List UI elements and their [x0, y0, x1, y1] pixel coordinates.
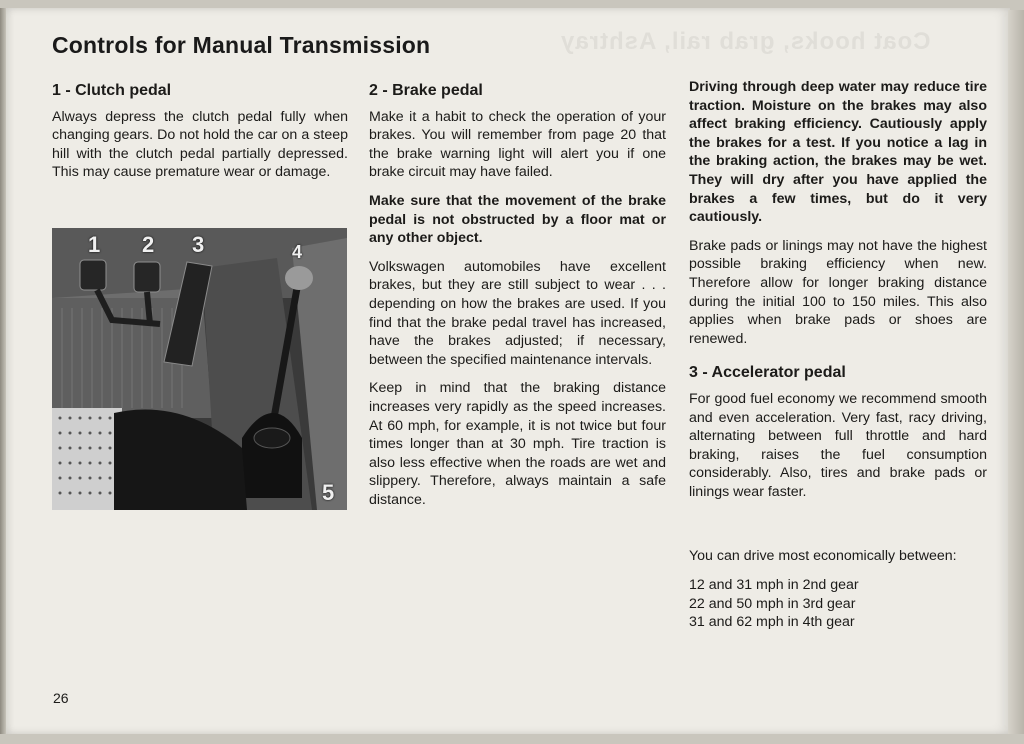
photo-label-5: 5: [322, 480, 335, 505]
gear-speed-list: [689, 576, 987, 632]
clutch-heading: 1 - Clutch pedal: [52, 82, 172, 99]
accelerator-text: For good fuel economy we recommend smooth and even acceleration. Very fast, racy driving, alternating between full throttle and hard braking, raises the fuel consumption considerably. Also, tires and brake pads or linings wear faster.: [689, 390, 987, 500]
accelerator-heading: 3 - Accelerator pedal: [689, 364, 846, 382]
right-column: [689, 78, 987, 632]
brake-paragraph-3: Volkswagen automobiles have excellent brakes, but they are still subject to wear . . . depending on how the brakes are used. If you find that the brake pedal travel has increased, have the brakes adjusted; if necessary, between the specified maintenance intervals.: [369, 258, 666, 368]
deep-water-warning: Driving through deep water may reduce tire traction. Moisture on the brakes may also affect braking efficiency. Cautiously apply the brakes for a test. If you notice a lag in the braking action, the brakes may be wet. They will dry after you have applied the brakes a few times, but do it very cautiously.: [689, 79, 987, 226]
page-title: Controls for Manual Transmission: [52, 32, 431, 58]
pedals-illustration: [52, 228, 347, 510]
page-number: 26: [53, 690, 69, 706]
facing-page-edge: [1008, 10, 1024, 734]
brake-pads-note: Brake pads or linings may not have the highest possible braking efficiency when new. Therefore allow for longer braking distance during the initial 100 to 150 miles. This also applies when brake pads or shoes are renewed.: [689, 237, 987, 347]
brake-section: [369, 82, 666, 519]
gear-speed-2nd: 12 and 31 mph in 2nd gear: [689, 577, 859, 594]
economy-intro: You can drive most economically between:: [689, 548, 957, 565]
photo-label-4: 4: [292, 242, 303, 262]
brake-paragraph-4: Keep in mind that the braking distance increases very rapidly as the speed increases. At 60 mph, for example, it is not twice but four times longer than at 30 mph. Tire traction is also less effective when the roads are wet and slippery. Therefore, always maintain a safe distance.: [369, 380, 666, 508]
gear-speed-4th: 31 and 62 mph in 4th gear: [689, 614, 855, 631]
gear-speed-3rd: 22 and 50 mph in 3rd gear: [689, 595, 856, 612]
photo-label-1: 1: [88, 232, 101, 257]
brake-heading: 2 - Brake pedal: [369, 82, 483, 99]
clutch-text: Always depress the clutch pedal fully when changing gears. Do not hold the car on a steep hill with the clutch pedal partially depressed. This may cause premature wear or damage.: [52, 108, 348, 181]
clutch-section: [52, 82, 348, 192]
photo-label-3: 3: [192, 232, 205, 257]
photo-label-2: 2: [142, 232, 155, 257]
pedals-photo: [52, 228, 347, 510]
bleed-through-text: Coat hooks, grab rail, Ashtray: [560, 28, 931, 55]
brake-paragraph-1: Make it a habit to check the operation of your brakes. You will remember from page 20 that the brake warning light will alert you if one brake circuit may have failed.: [369, 108, 666, 181]
brake-warning: Make sure that the movement of the brake pedal is not obstructed by a floor mat or any other object.: [369, 192, 666, 247]
